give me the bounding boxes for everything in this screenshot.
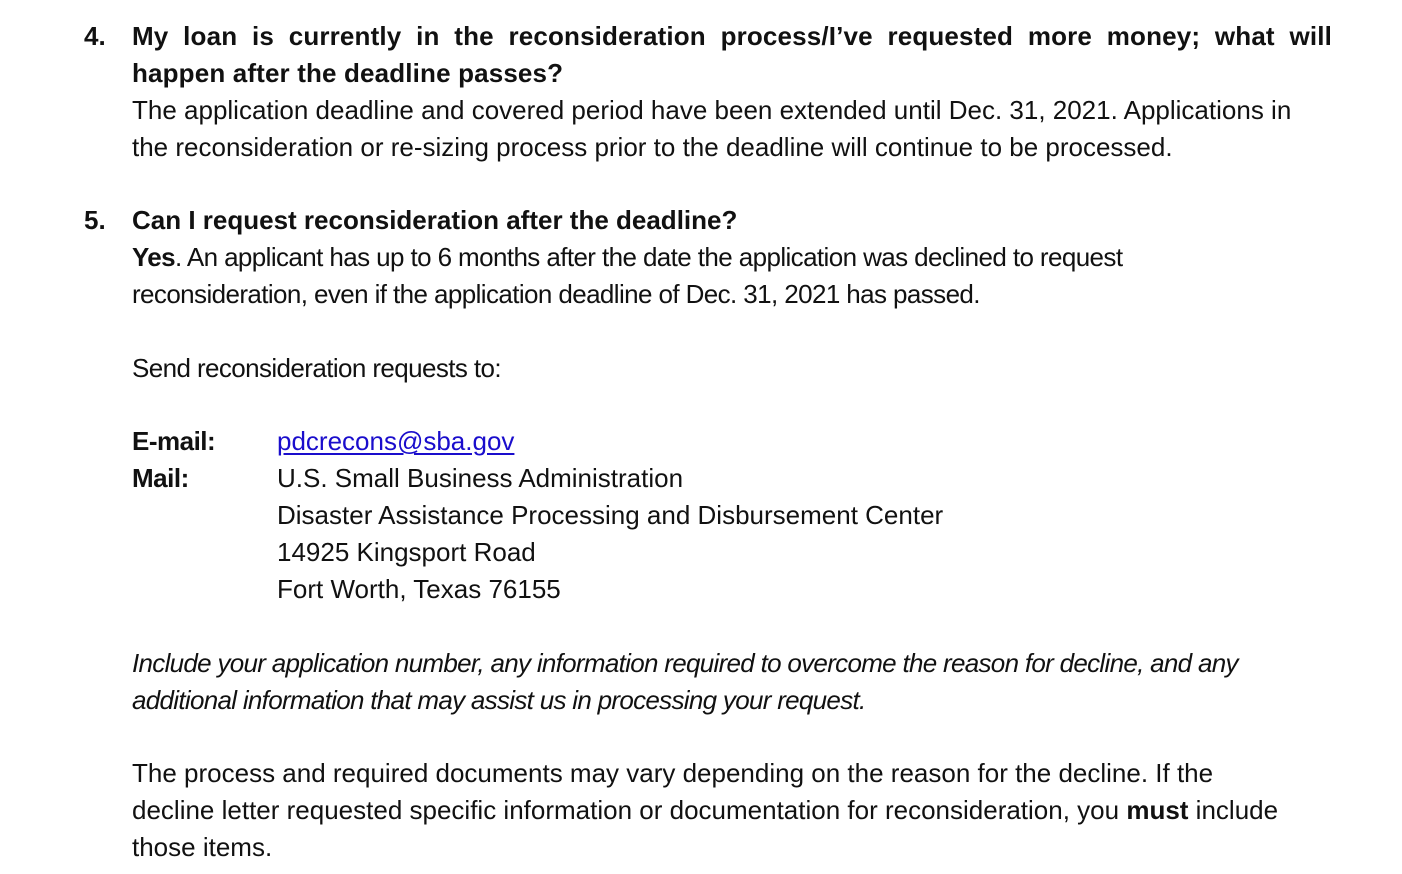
mail-label: Mail: <box>132 463 189 493</box>
answer-yes: Yes <box>132 242 176 272</box>
mail-line-2: Disaster Assistance Processing and Disbursement Center <box>277 500 944 530</box>
send-requests-to: Send reconsideration requests to: <box>132 353 501 383</box>
include-note: Include your application number, any information required to overcome the reason for decline, and any additional information that may assist us in processing your request. <box>132 648 1238 715</box>
mail-line-4: Fort Worth, Texas 76155 <box>277 574 561 604</box>
question-5-number: 5. <box>84 205 106 235</box>
process-text-start: The process and required documents may vary depending on the reason for the decline. If the decline letter requested specific information or documentation for reconsideration, you <box>132 758 1214 825</box>
email-label: E-mail: <box>132 426 216 456</box>
process-emphasis: must <box>1126 795 1189 825</box>
question-5-answer <box>132 239 1212 313</box>
question-4 <box>132 18 1332 166</box>
question-4-number: 4. <box>84 21 106 51</box>
mail-line-1: U.S. Small Business Administration <box>277 463 684 493</box>
email-link[interactable]: pdcrecons@sba.gov <box>277 426 515 456</box>
question-5 <box>132 202 1212 313</box>
process-text-end: include those items. <box>132 795 1279 862</box>
question-4-title: My loan is currently in the reconsideration process/I’ve requested more money; what will happen after the deadline passes? <box>132 21 1332 88</box>
email-value <box>277 423 514 460</box>
mail-line-3: 14925 Kingsport Road <box>277 537 536 567</box>
question-4-answer: The application deadline and covered period have been extended until Dec. 31, 2021. Applications in the reconsideration or re-sizing process prior to the deadline will continue to be processed. <box>132 95 1292 162</box>
question-5-title: Can I request reconsideration after the deadline? <box>132 205 738 235</box>
answer-detail: . An applicant has up to 6 months after the date the application was declined to request reconsideration, even if the application deadline of Dec. 31, 2021 has passed. <box>132 242 1123 309</box>
process-paragraph <box>132 755 1302 866</box>
